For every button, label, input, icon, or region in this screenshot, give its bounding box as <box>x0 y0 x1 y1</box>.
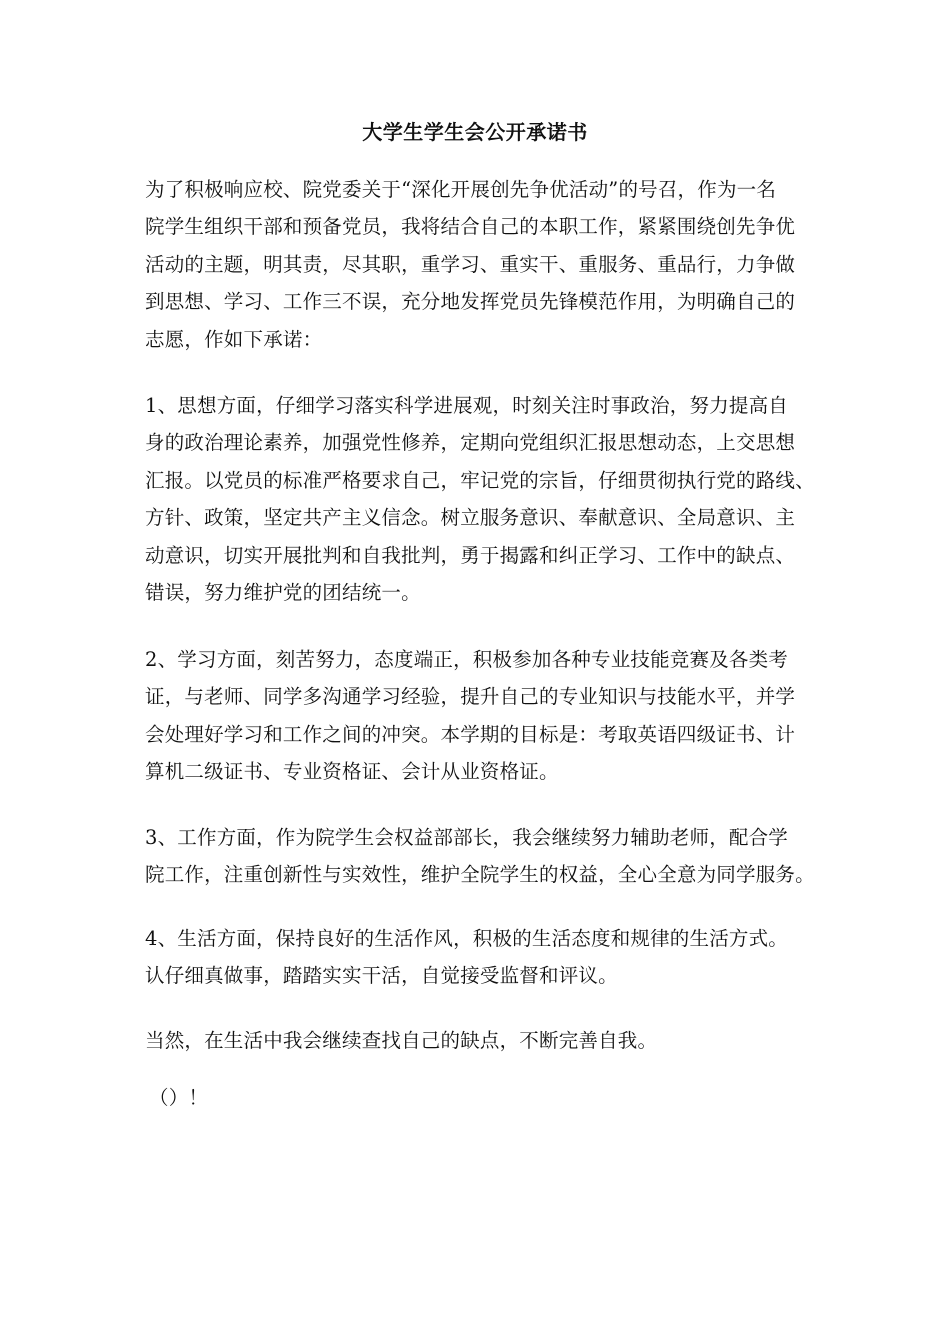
text-line: 错误，努力维护党的团结统一。 <box>145 581 421 605</box>
text-line: 当然，在生活中我会继续查找自己的缺点，不断完善自我。 <box>145 1029 658 1052</box>
text-line: 3、工作方面，作为院学生会权益部部长，我会继续努力辅助老师，配合学 <box>145 826 789 849</box>
paragraph-work <box>145 819 825 894</box>
text-line: （）！ <box>149 1086 209 1109</box>
text-line: 会处理好学习和工作之间的冲突。本学期的目标是：考取英语四级证书、计 <box>145 722 796 746</box>
paragraph-closing <box>145 1022 825 1059</box>
text-line: 1、思想方面，仔细学习落实科学进展观，时刻关注时事政治，努力提高自 <box>145 394 789 417</box>
text-line: 证，与老师、同学多沟通学习经验，提升自己的专业知识与技能水平，并学 <box>145 685 796 709</box>
paragraph-life <box>145 920 825 995</box>
text-line: 动意识，切实开展批判和自我批判，勇于揭露和纠正学习、工作中的缺点、 <box>145 543 796 567</box>
text-line: 活动的主题，明其责，尽其职，重学习、重实干、重服务、重品行，力争做 <box>145 252 796 276</box>
text-line: 院工作，注重创新性与实效性，维护全院学生的权益，全心全意为同学服务。 <box>145 863 815 887</box>
paragraph-ideology <box>145 387 825 611</box>
text-line: 为了积极响应校、院党委关于“深化开展创先争优活动”的号召，作为一名 <box>145 178 777 201</box>
text-line: 2、学习方面，刻苦努力，态度端正，积极参加各种专业技能竞赛及各类考 <box>145 648 789 671</box>
text-line: 认仔细真做事，踏踏实实干活，自觉接受监督和评议。 <box>145 964 618 988</box>
text-line: 方针、政策，坚定共产主义信念。树立服务意识、奉献意识、全局意识、主 <box>145 506 796 530</box>
document-title: 大学生学生会公开承诺书 <box>362 120 588 144</box>
text-line: 志愿，作如下承诺： <box>145 327 323 351</box>
paragraph-intro <box>145 171 825 358</box>
text-line: 身的政治理论素养，加强党性修养，定期向党组织汇报思想动态，上交思想 <box>145 431 796 455</box>
paragraph-study <box>145 641 825 791</box>
text-line: 算机二级证书、专业资格证、会计从业资格证。 <box>145 760 559 784</box>
text-line: 汇报。以党员的标准严格要求自己，牢记党的宗旨，仔细贯彻执行党的路线、 <box>145 468 815 492</box>
text-line: 院学生组织干部和预备党员，我将结合自己的本职工作，紧紧围绕创先争优 <box>145 215 796 239</box>
text-line: 4、生活方面，保持良好的生活作风，积极的生活态度和规律的生活方式。 <box>145 927 789 950</box>
text-line: 到思想、学习、工作三不误，充分地发挥党员先锋模范作用，为明确自己的 <box>145 290 796 314</box>
paragraph-signoff <box>149 1079 829 1116</box>
